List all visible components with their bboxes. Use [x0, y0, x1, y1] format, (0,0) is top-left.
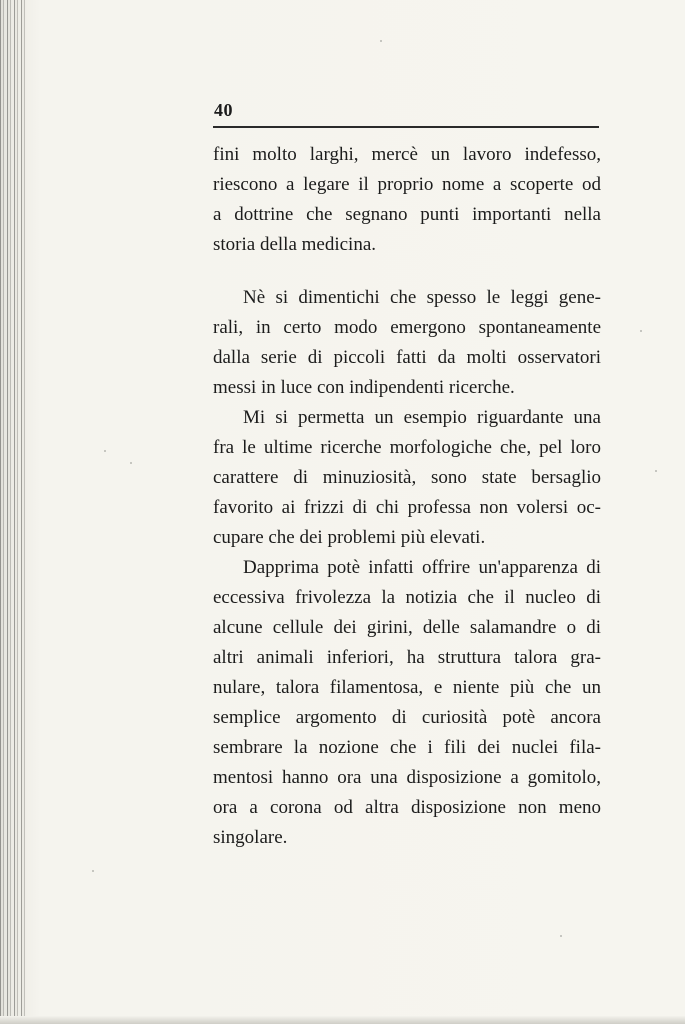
text-line: nulare, talora filamentosa, e niente più che un: [213, 677, 601, 698]
text-line: riescono a legare il proprio nome a scoperte od: [213, 174, 601, 195]
text-line: Nè si dimentichi che spesso le leggi gene-: [243, 287, 601, 308]
text-line: fra le ultime ricerche morfologiche che, pel loro: [213, 437, 601, 458]
scan-speck: [560, 935, 562, 937]
text-line: mentosi hanno ora una disposizione a gomitolo,: [213, 767, 601, 788]
scan-speck: [380, 40, 382, 42]
scan-speck: [640, 330, 642, 332]
scan-speck: [104, 450, 106, 452]
text-line: Dapprima potè infatti offrire un'apparenza di: [243, 557, 601, 578]
text-line: a dottrine che segnano punti importanti nella: [213, 204, 601, 225]
text-line: dalla serie di piccoli fatti da molti osservatori: [213, 347, 601, 368]
text-line: sembrare la nozione che i fili dei nuclei fila-: [213, 737, 601, 758]
scan-speck: [655, 470, 657, 472]
text-line: semplice argomento di curiosità potè ancora: [213, 707, 601, 728]
text-line: eccessiva frivolezza la notizia che il nucleo di: [213, 587, 601, 608]
text-line: carattere di minuziosità, sono state bersaglio: [213, 467, 601, 488]
book-binding-edge: [0, 0, 26, 1024]
paragraph-2: [213, 283, 601, 403]
text-line: cupare che dei problemi più elevati.: [213, 527, 486, 548]
header-rule: [213, 126, 599, 128]
scan-speck: [92, 870, 94, 872]
text-line: rali, in certo modo emergono spontaneamente: [213, 317, 601, 338]
text-line: storia della medicina.: [213, 234, 377, 255]
page-bottom-edge: [0, 1016, 685, 1024]
body-text: [213, 140, 601, 853]
text-line: singolare.: [213, 827, 288, 848]
paragraph-gap: [213, 260, 601, 283]
text-line: fini molto larghi, mercè un lavoro indefesso,: [213, 144, 601, 165]
text-line: ora a corona od altra disposizione non meno: [213, 797, 601, 818]
scan-speck: [130, 462, 132, 464]
text-line: alcune cellule dei girini, delle salamandre o di: [213, 617, 601, 638]
text-line: favorito ai frizzi di chi professa non volersi oc-: [213, 497, 601, 518]
text-line: Mi si permetta un esempio riguardante una: [243, 407, 601, 428]
page-number: 40: [214, 100, 233, 120]
text-line: messi in luce con indipendenti ricerche.: [213, 377, 515, 398]
paragraph-3: [213, 403, 601, 553]
paragraph-4: [213, 553, 601, 853]
paragraph-1: [213, 140, 601, 260]
text-line: altri animali inferiori, ha struttura talora gra-: [213, 647, 601, 668]
